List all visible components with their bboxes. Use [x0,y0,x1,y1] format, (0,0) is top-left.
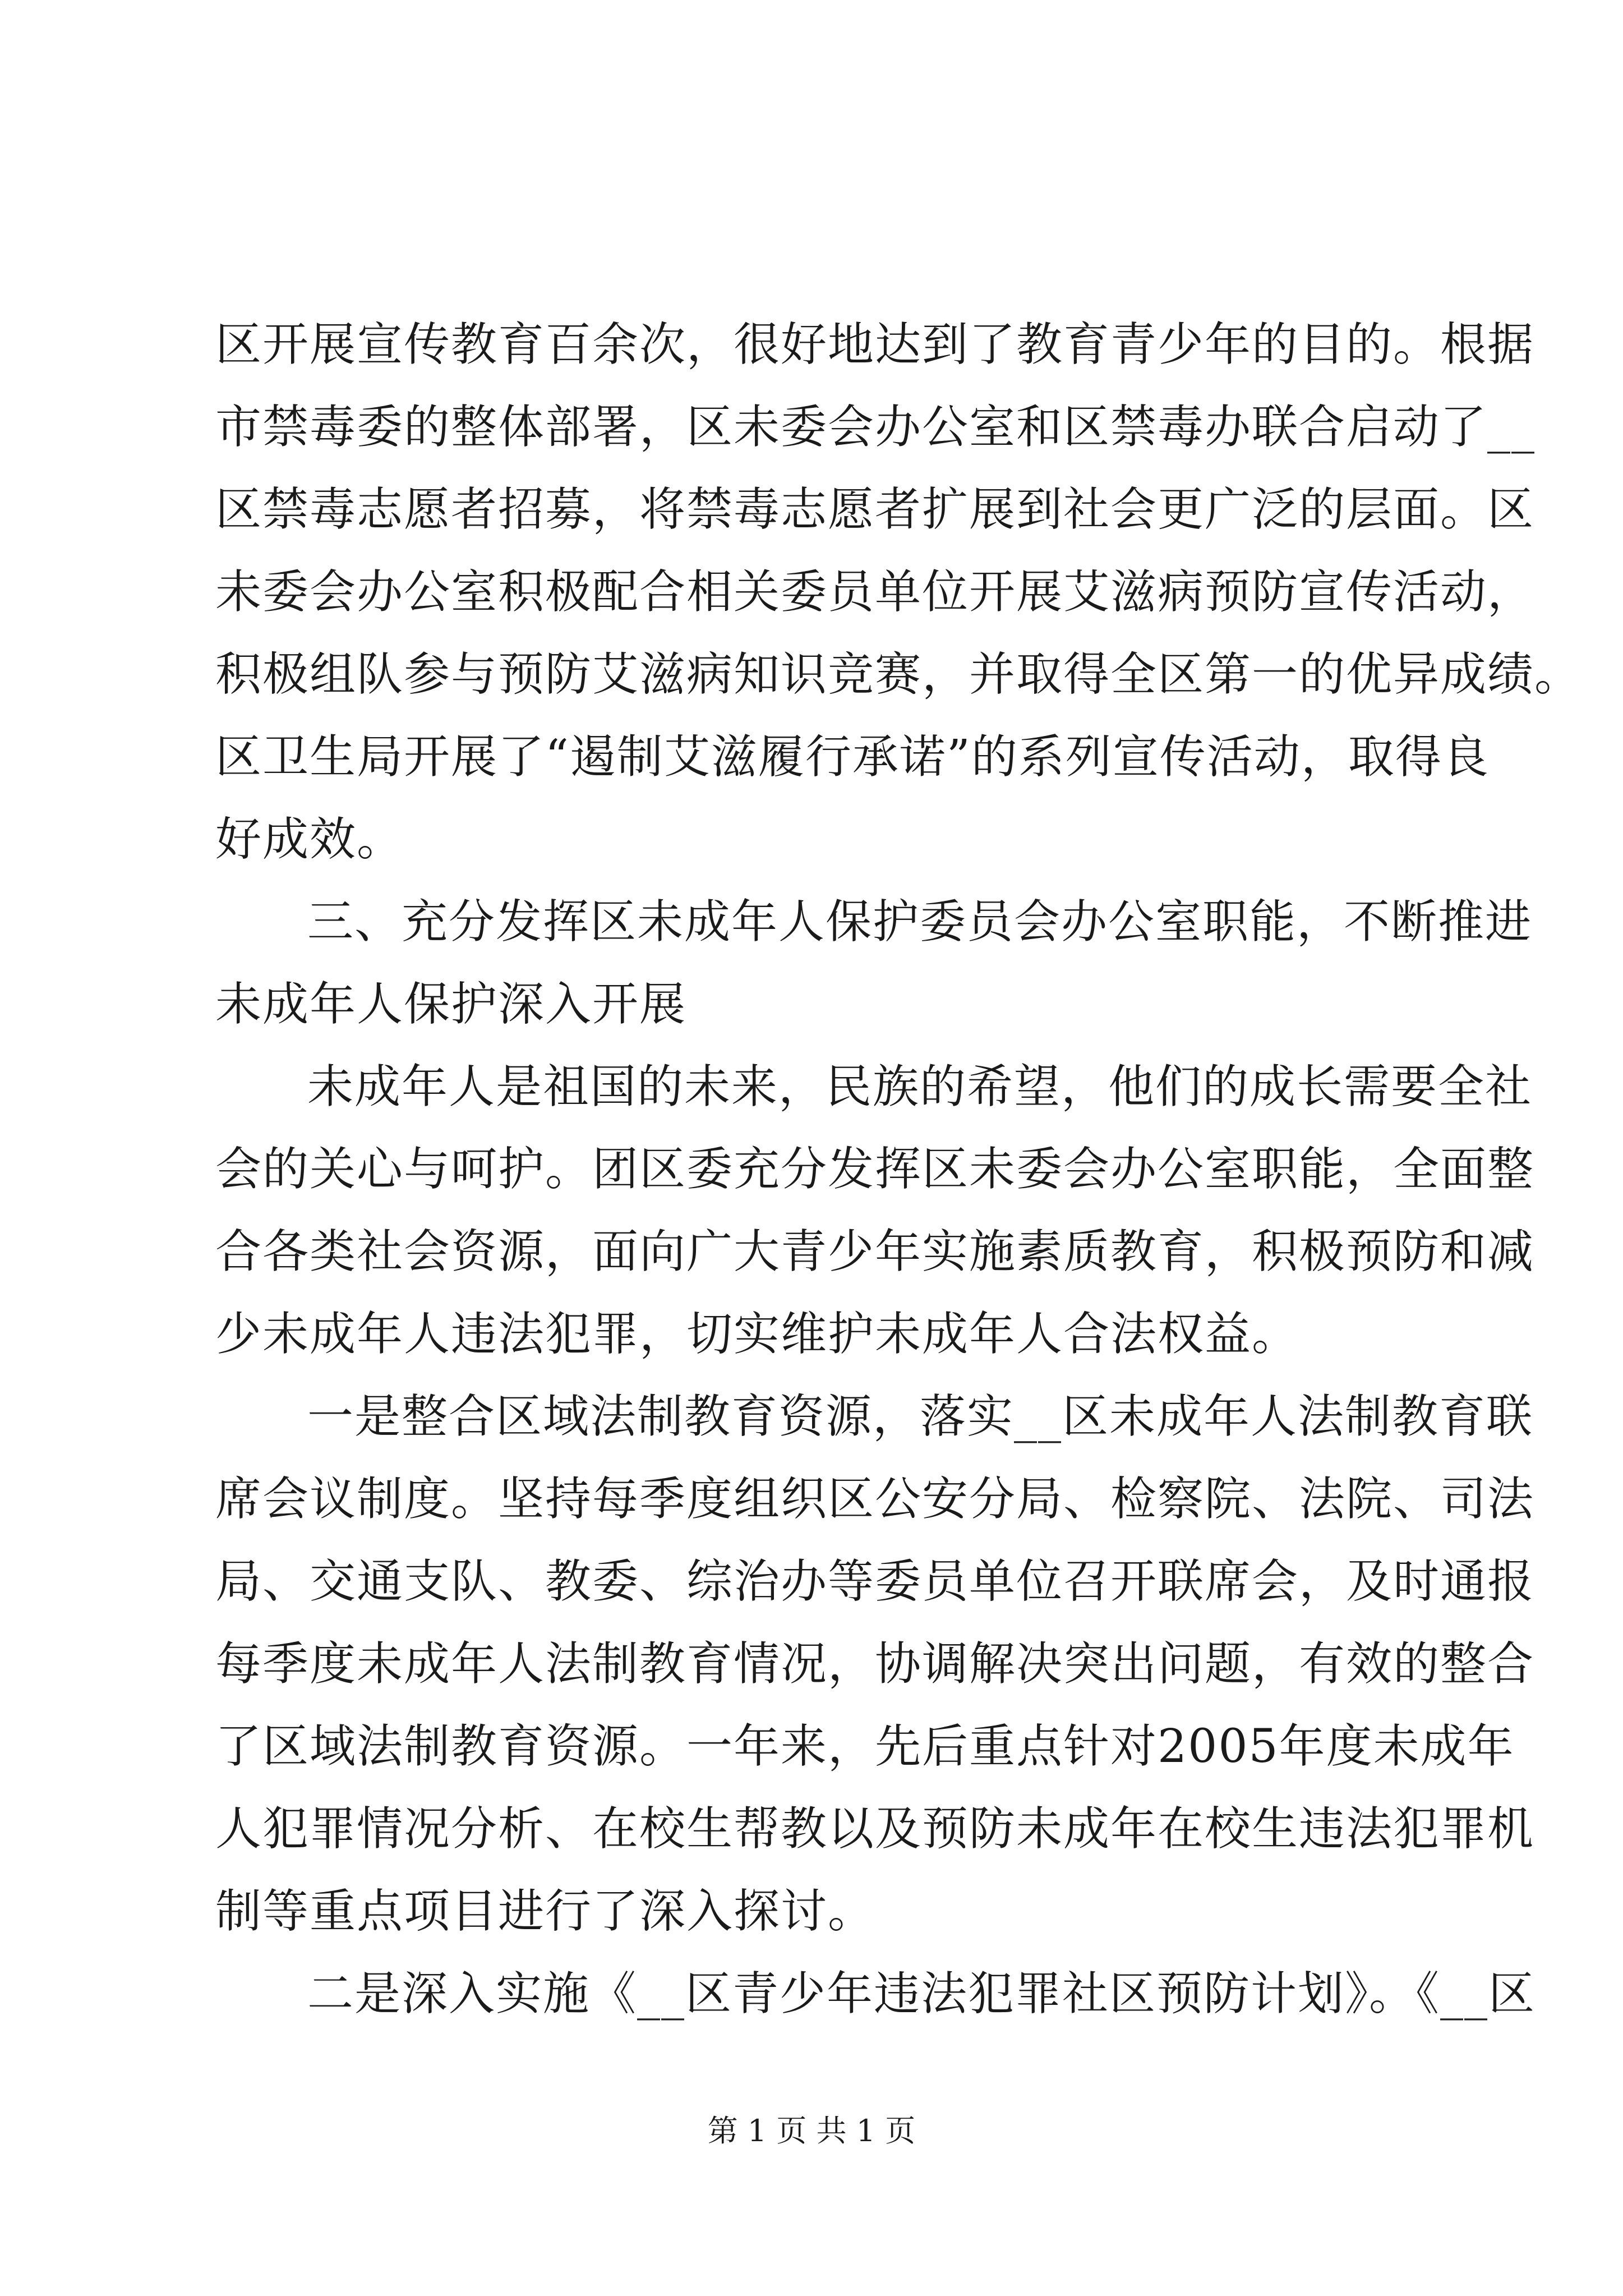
text-line: 每季度未成年人法制教育情况，协调解决突出问题，有效的整合 [215,1637,1535,1691]
text-line: 少未成年人违法犯罪，切实维护未成年人合法权益。 [215,1308,1299,1361]
text-line: 合各类社会资源，面向广大青少年实施素质教育，积极预防和减 [215,1225,1535,1278]
page-footer: 第 1 页 共 1 页 [707,2113,916,2148]
text-line: 席会议制度。坚持每季度组织区公安分局、检察院、法院、司法 [215,1473,1535,1526]
text-line: 人犯罪情况分析、在校生帮教以及预防未成年在校生违法犯罪机 [215,1802,1535,1856]
text-line: 区卫生局开展了“遏制艾滋履行承诺”的系列宣传活动，取得良 [215,730,1490,784]
text-line: 局、交通支队、教委、综治办等委员单位召开联席会，及时通报 [215,1555,1535,1608]
text-line: 未成年人是祖国的未来，民族的希望，他们的成长需要全社 [307,1060,1533,1114]
section-heading-line: 未成年人保护深入开展 [215,978,687,1031]
text-line: 好成效。 [215,813,404,866]
section-heading-line: 三、充分发挥区未成年人保护委员会办公室职能，不断推进 [307,895,1533,949]
text-line: 了区域法制教育资源。一年来，先后重点针对2005年度未成年 [215,1720,1515,1773]
text-line: 会的关心与呵护。团区委充分发挥区未委会办公室职能，全面整 [215,1143,1535,1196]
text-line: 一是整合区域法制教育资源，落实__区未成年人法制教育联 [307,1390,1534,1443]
text-line: 制等重点项目进行了深入探讨。 [215,1885,875,1938]
text-line: 市禁毒委的整体部署，区未委会办公室和区禁毒办联合启动了__ [215,401,1536,454]
text-line: 未委会办公室积极配合相关委员单位开展艾滋病预防宣传活动， [215,565,1535,619]
text-line: 二是深入实施《__区青少年违法犯罪社区预防计划》。《__区 [307,1967,1536,2021]
text-line: 区开展宣传教育百余次，很好地达到了教育青少年的目的。根据 [215,318,1535,371]
text-line: 区禁毒志愿者招募，将禁毒志愿者扩展到社会更广泛的层面。区 [215,483,1535,536]
text-line: 积极组队参与预防艾滋病知识竞赛，并取得全区第一的优异成绩。 [215,648,1582,701]
